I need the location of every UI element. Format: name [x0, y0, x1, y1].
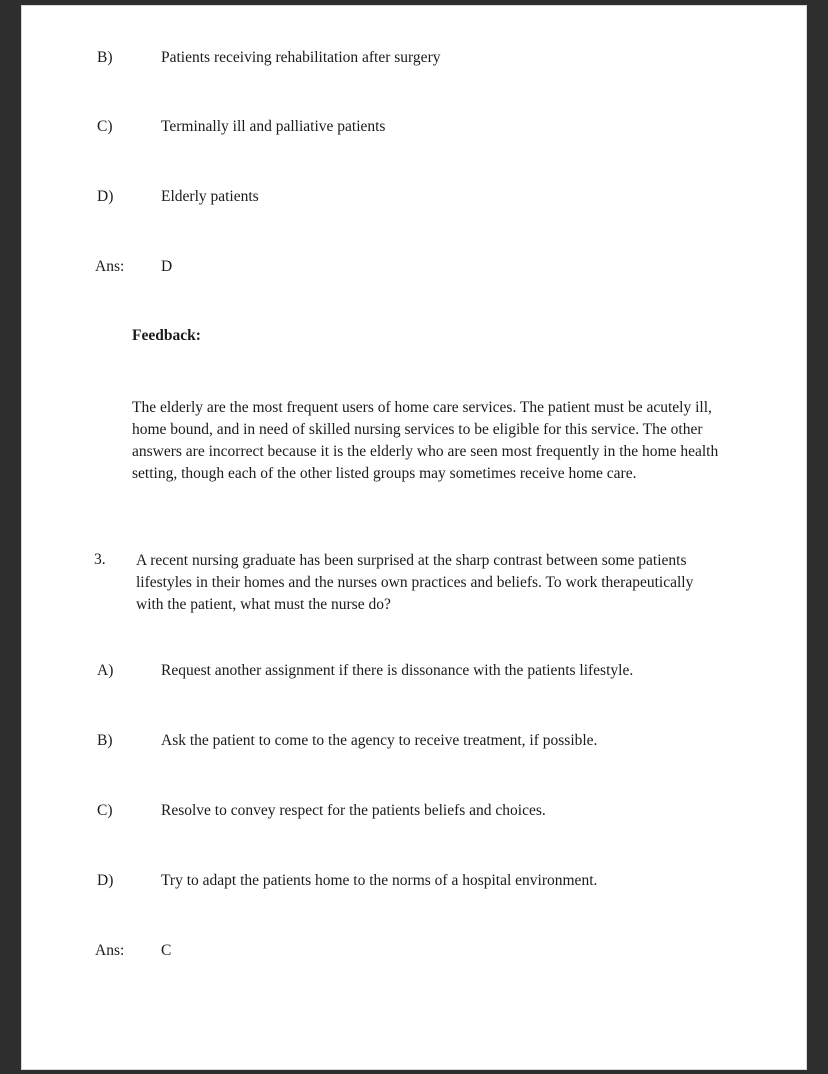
- answer-value: C: [161, 942, 172, 959]
- option-text: Elderly patients: [161, 188, 259, 205]
- question-stem: A recent nursing graduate has been surprised at the sharp contrast between some patients lifestyles in their homes and the nurses own practices and beliefs. To work therapeutically with the patient, what must the nurse do?: [136, 552, 694, 613]
- answer-label: Ans:: [95, 258, 125, 275]
- answer-row-q3: [95, 941, 495, 961]
- question-3: [94, 550, 702, 616]
- option-text: Request another assignment if there is dissonance with the patients lifestyle.: [161, 662, 634, 679]
- question-number: 3.: [94, 551, 106, 568]
- feedback-heading: Feedback:: [132, 327, 201, 344]
- option-text: Patients receiving rehabilitation after surgery: [161, 49, 441, 66]
- answer-label: Ans:: [95, 942, 125, 959]
- document-body: [22, 6, 806, 1069]
- option-label: D): [97, 188, 114, 205]
- option-label: B): [97, 49, 113, 66]
- option-label: C): [97, 118, 113, 135]
- option-row-c-q3: [97, 801, 737, 821]
- feedback-text: The elderly are the most frequent users of home care services. The patient must be acutely ill, home bound, and in need of skilled nursing services to be eligible for this service. The other answers are incorrect because it is the elderly who are seen most frequently in the home health setting, though each of the other listed groups may sometimes receive home care.: [132, 399, 719, 482]
- option-text: Ask the patient to come to the agency to receive treatment, if possible.: [161, 732, 598, 749]
- option-label: B): [97, 732, 113, 749]
- option-label: A): [97, 662, 114, 679]
- answer-value: D: [161, 258, 173, 275]
- option-row-d-q3: [97, 871, 737, 891]
- document-page: [22, 6, 806, 1069]
- option-row-b-q2: [97, 48, 717, 68]
- option-text: Try to adapt the patients home to the norms of a hospital environment.: [161, 872, 598, 889]
- option-label: D): [97, 872, 114, 889]
- option-text: Terminally ill and palliative patients: [161, 118, 386, 135]
- option-row-b-q3: [97, 731, 737, 751]
- option-row-a-q3: [97, 661, 737, 681]
- option-row-d-q2: [97, 187, 717, 207]
- option-label: C): [97, 802, 113, 819]
- option-text: Resolve to convey respect for the patients beliefs and choices.: [161, 802, 546, 819]
- option-row-c-q2: [97, 117, 717, 137]
- answer-row-q2: [95, 257, 495, 277]
